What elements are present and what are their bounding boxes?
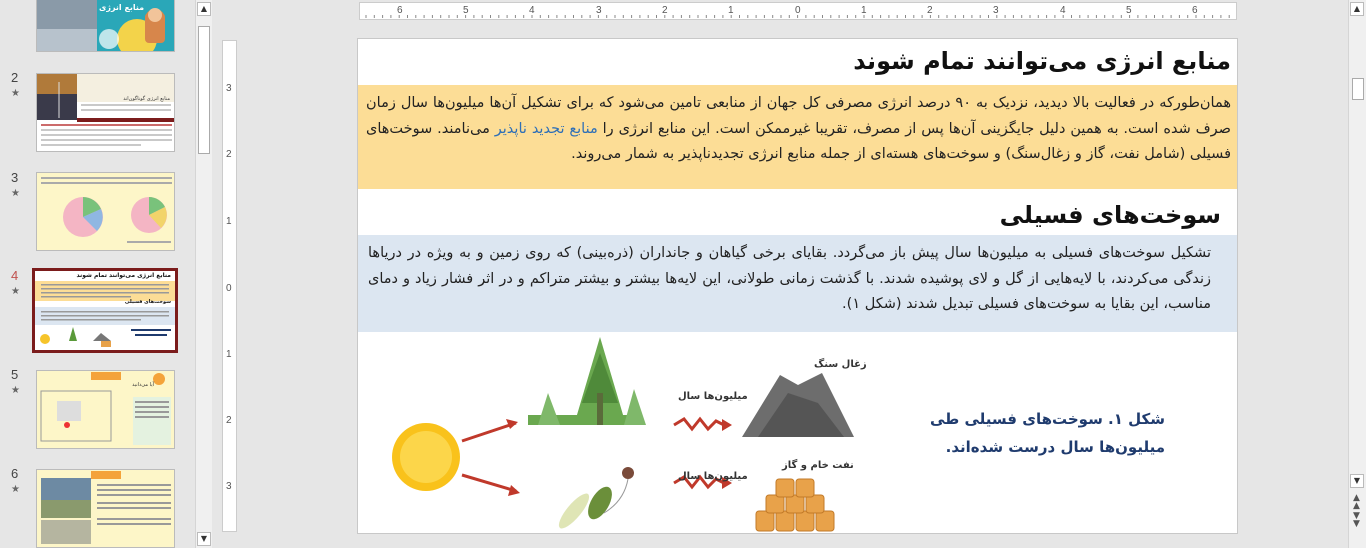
next-slide-icon[interactable]: ▼ ▼: [1353, 511, 1360, 529]
thumbnail-6-image: [37, 470, 175, 548]
slide-number-3: 3: [11, 170, 19, 185]
scrollbar-thumb[interactable]: [198, 26, 210, 154]
thumbnail-3-image: [37, 173, 175, 251]
section-subtitle[interactable]: سوخت‌های فسیلی: [999, 201, 1221, 229]
slide-thumbnail-2[interactable]: [36, 73, 175, 152]
scroll-down-button[interactable]: ▼: [197, 532, 211, 546]
ruler-label: 6: [397, 5, 403, 16]
ruler-label: 1: [728, 5, 734, 16]
arrow-to-plants: [462, 423, 516, 441]
label-oil-gas: نفت خام و گاز: [782, 460, 854, 471]
ruler-label: 1: [226, 216, 232, 227]
scroll-down-button[interactable]: ▼: [1350, 474, 1364, 488]
slide-thumbnail-1[interactable]: [36, 0, 175, 52]
ruler-label: 2: [927, 5, 933, 16]
oil-barrels-icon: [756, 479, 834, 531]
thumbnail-5-image: [37, 371, 175, 449]
ruler-label: 3: [596, 5, 602, 16]
ruler-label: 3: [993, 5, 999, 16]
nonrenewable-term-link[interactable]: منابع تجدید ناپذیر: [494, 120, 598, 137]
ruler-label: 5: [1126, 5, 1132, 16]
slide-number-2: 2: [11, 70, 19, 85]
ruler-label: 3: [226, 83, 232, 94]
thumbnail-2-image: [37, 74, 175, 152]
label-million-years-1: میلیون‌ها سال: [678, 391, 748, 402]
label-coal: زغال سنگ: [814, 359, 867, 370]
slide-thumbnail-5[interactable]: [36, 370, 175, 449]
ruler-label: 0: [226, 283, 232, 294]
slide-scrollbar[interactable]: [1348, 0, 1366, 548]
coal-pile-icon: [742, 373, 854, 437]
ruler-label: 4: [1060, 5, 1066, 16]
label-million-years-2: میلیون‌ها سال: [678, 471, 748, 482]
fossil-fuel-formation-figure[interactable]: [378, 333, 898, 534]
ruler-label: 4: [529, 5, 535, 16]
ruler-label: 2: [226, 415, 232, 426]
ruler-label: 1: [861, 5, 867, 16]
ruler-label: 6: [1192, 5, 1198, 16]
scrollbar-thumb[interactable]: [1352, 78, 1364, 100]
thumbnail-2-title: منابع انرژی گوناگون‌اند: [123, 96, 170, 102]
fossil-fuels-paragraph: تشکیل سوخت‌های فسیلی به میلیون‌ها سال پیش باز می‌گردد. بقایای برخی گیاهان و جانداران (ذره‌بینی) که روی زمین و به ویژه در دریاها زندگی می‌کردند، با لایه‌هایی از گل و لای پوشیده شدند. با گذشت زمانی طولانی، این لایه‌ها بیشتر و بیشتر متراکم و در اثر فشار زیاد و دمای مناسب، این بقایا به سوخت‌های فسیلی تبدیل شدند (شکل ۱).: [368, 245, 1211, 312]
ruler-label: 1: [226, 349, 232, 360]
ruler-label: 0: [795, 5, 801, 16]
slide-thumbnail-6[interactable]: [36, 469, 175, 548]
intro-paragraph-end: می‌نامند. سوخت‌های فسیلی (شامل نفت، گاز و زغال‌سنگ) و سوخت‌های هسته‌ای از جمله منابع انرژی تجدیدناپذیر به شمار می‌روند.: [366, 120, 1231, 162]
animation-star-icon: ★: [11, 286, 20, 297]
thumbnail-1-title: منابع انرژی: [99, 3, 145, 12]
vertical-ruler: [222, 40, 237, 532]
thumbnail-4-image: [35, 271, 175, 350]
horizontal-ruler: [359, 2, 1237, 20]
ruler-label: 5: [463, 5, 469, 16]
ruler-label: 3: [226, 481, 232, 492]
slide-number-5: 5: [11, 367, 19, 382]
slide-thumbnail-pane: [0, 0, 212, 548]
slide-canvas[interactable]: [357, 38, 1238, 534]
intro-text-box[interactable]: [358, 85, 1238, 189]
scroll-up-button[interactable]: ▲: [1350, 2, 1364, 16]
plankton-icon: [554, 467, 634, 532]
figure-caption[interactable]: شکل ۱. سوخت‌های فسیلی طی میلیون‌ها سال درست شده‌اند.: [929, 410, 1165, 456]
slide-thumbnail-4-selected[interactable]: [32, 268, 178, 353]
scroll-up-button[interactable]: ▲: [197, 2, 211, 16]
slide-number-4: 4: [11, 268, 19, 283]
plants-icon: [528, 337, 646, 425]
thumbnail-5-title: آیا می‌دانید: [132, 382, 154, 388]
arrow-to-plankton: [462, 475, 516, 491]
slide-number-6: 6: [11, 466, 19, 481]
intro-paragraph-start: همان‌طورکه در فعالیت بالا دیدید، نزدیک به ۹۰ درصد انرژی مصرفی کل جهان از منابعی تامین می‌شود که برای تشکیل آن‌ها میلیون‌ها سال زمان صرف شده است. به همین دلیل جایگزینی آن‌ها پس از مصرف، تقریبا غیرممکن است. این منابع انرژی را: [366, 95, 1231, 137]
animation-star-icon: ★: [11, 484, 20, 495]
thumbnail-scrollbar[interactable]: [195, 0, 212, 548]
animation-star-icon: ★: [11, 385, 20, 396]
thumbnail-4-subtitle: سوخت‌های فسیلی: [124, 299, 171, 305]
slide-thumbnail-3[interactable]: [36, 172, 175, 251]
fossil-fuels-text-box[interactable]: [358, 235, 1238, 332]
thumbnail-4-title: منابع انرژی می‌توانند تمام شوند: [76, 272, 171, 279]
slide-title[interactable]: منابع انرژی می‌توانند تمام شوند: [853, 47, 1231, 75]
animation-star-icon: ★: [11, 188, 20, 199]
zigzag-arrow-1: [674, 419, 724, 429]
animation-star-icon: ★: [11, 88, 20, 99]
previous-slide-icon[interactable]: ▲ ▲: [1353, 493, 1360, 511]
slide-editor: [212, 0, 1348, 548]
ruler-label: 2: [662, 5, 668, 16]
ruler-label: 2: [226, 149, 232, 160]
